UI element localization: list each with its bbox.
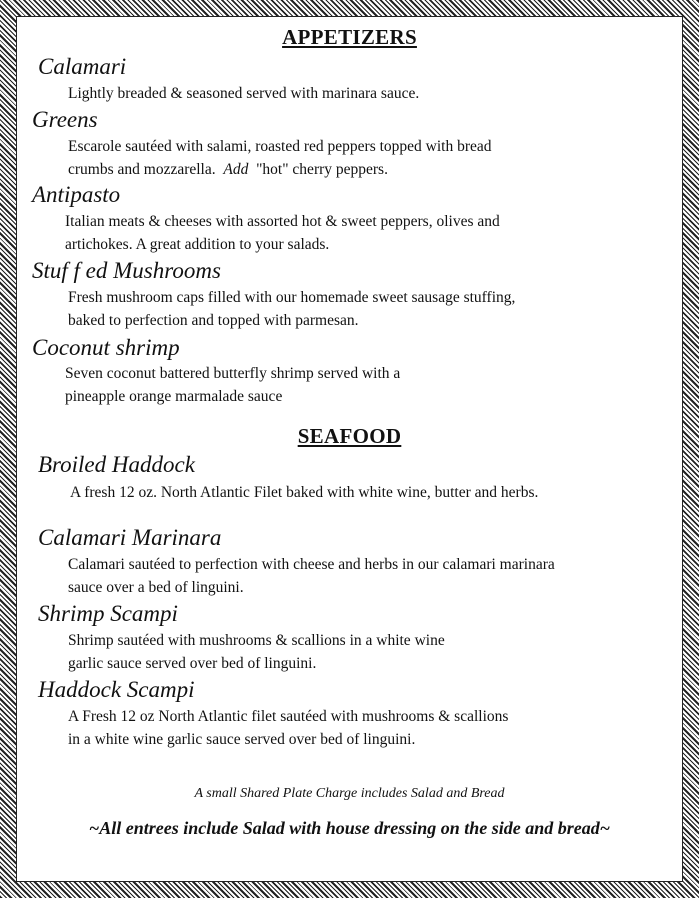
item-name-antipasto: Antipasto [32,182,121,207]
desc-add-italic: Add [223,161,249,178]
item-name-greens: Greens [32,107,98,132]
shared-plate-note: A small Shared Plate Charge includes Salad and Bread [194,786,505,801]
item-desc-broiled-haddock [70,481,538,504]
desc-line: baked to perfection and topped with parmesan. [68,312,359,329]
desc-line: Seven coconut battered butterfly shrimp served with a [65,365,401,382]
seafood-heading: SEAFOOD [297,424,402,448]
desc-line: Calamari sautéed to perfection with cheese and herbs in our calamari marinara [68,556,555,573]
item-name-shrimp-scampi: Shrimp Scampi [38,601,178,626]
desc-line: Shrimp sautéed with mushrooms & scallions in a white wine [68,632,445,649]
item-desc-calamari [68,82,419,105]
item-name-broiled-haddock: Broiled Haddock [38,452,195,477]
item-desc-stuffed-mushrooms [68,286,515,332]
item-name-coconut-shrimp: Coconut shrimp [32,335,180,360]
desc-segment: "hot" cherry peppers. [256,161,388,178]
item-desc-antipasto [65,210,500,256]
desc-line: pineapple orange marmalade sauce [65,388,283,405]
desc-line: artichokes. A great addition to your salads. [65,236,330,253]
item-desc-haddock-scampi [68,705,508,751]
item-desc-coconut-shrimp [65,362,400,408]
desc-line: in a white wine garlic sauce served over bed of linguini. [68,731,416,748]
item-desc-greens [68,135,492,181]
desc-line: garlic sauce served over bed of linguini. [68,655,317,672]
desc-line: A fresh 12 oz. North Atlantic Filet baked with white wine, butter and herbs. [70,484,539,501]
desc-line: Escarole sautéed with salami, roasted red peppers topped with bread [68,138,492,155]
item-name-stuffed-mushrooms: Stuf f ed Mushrooms [32,258,221,283]
desc-line: Italian meats & cheeses with assorted hot & sweet peppers, olives and [65,213,500,230]
desc-line: sauce over a bed of linguini. [68,579,244,596]
desc-line: Fresh mushroom caps filled with our homemade sweet sausage stuffing, [68,289,516,306]
desc-segment: crumbs and mozzarella. [68,161,216,178]
desc-line [68,158,492,181]
item-name-haddock-scampi: Haddock Scampi [38,677,195,702]
appetizers-heading: APPETIZERS [282,25,417,49]
item-desc-calamari-marinara [68,553,555,599]
item-desc-shrimp-scampi [68,629,445,675]
entrees-note: ~All entrees include Salad with house dressing on the side and bread~ [88,818,611,838]
desc-line: Lightly breaded & seasoned served with marinara sauce. [68,85,420,102]
desc-line: A Fresh 12 oz North Atlantic filet sautéed with mushrooms & scallions [68,708,509,725]
item-name-calamari: Calamari [38,54,127,79]
item-name-calamari-marinara: Calamari Marinara [38,525,222,550]
